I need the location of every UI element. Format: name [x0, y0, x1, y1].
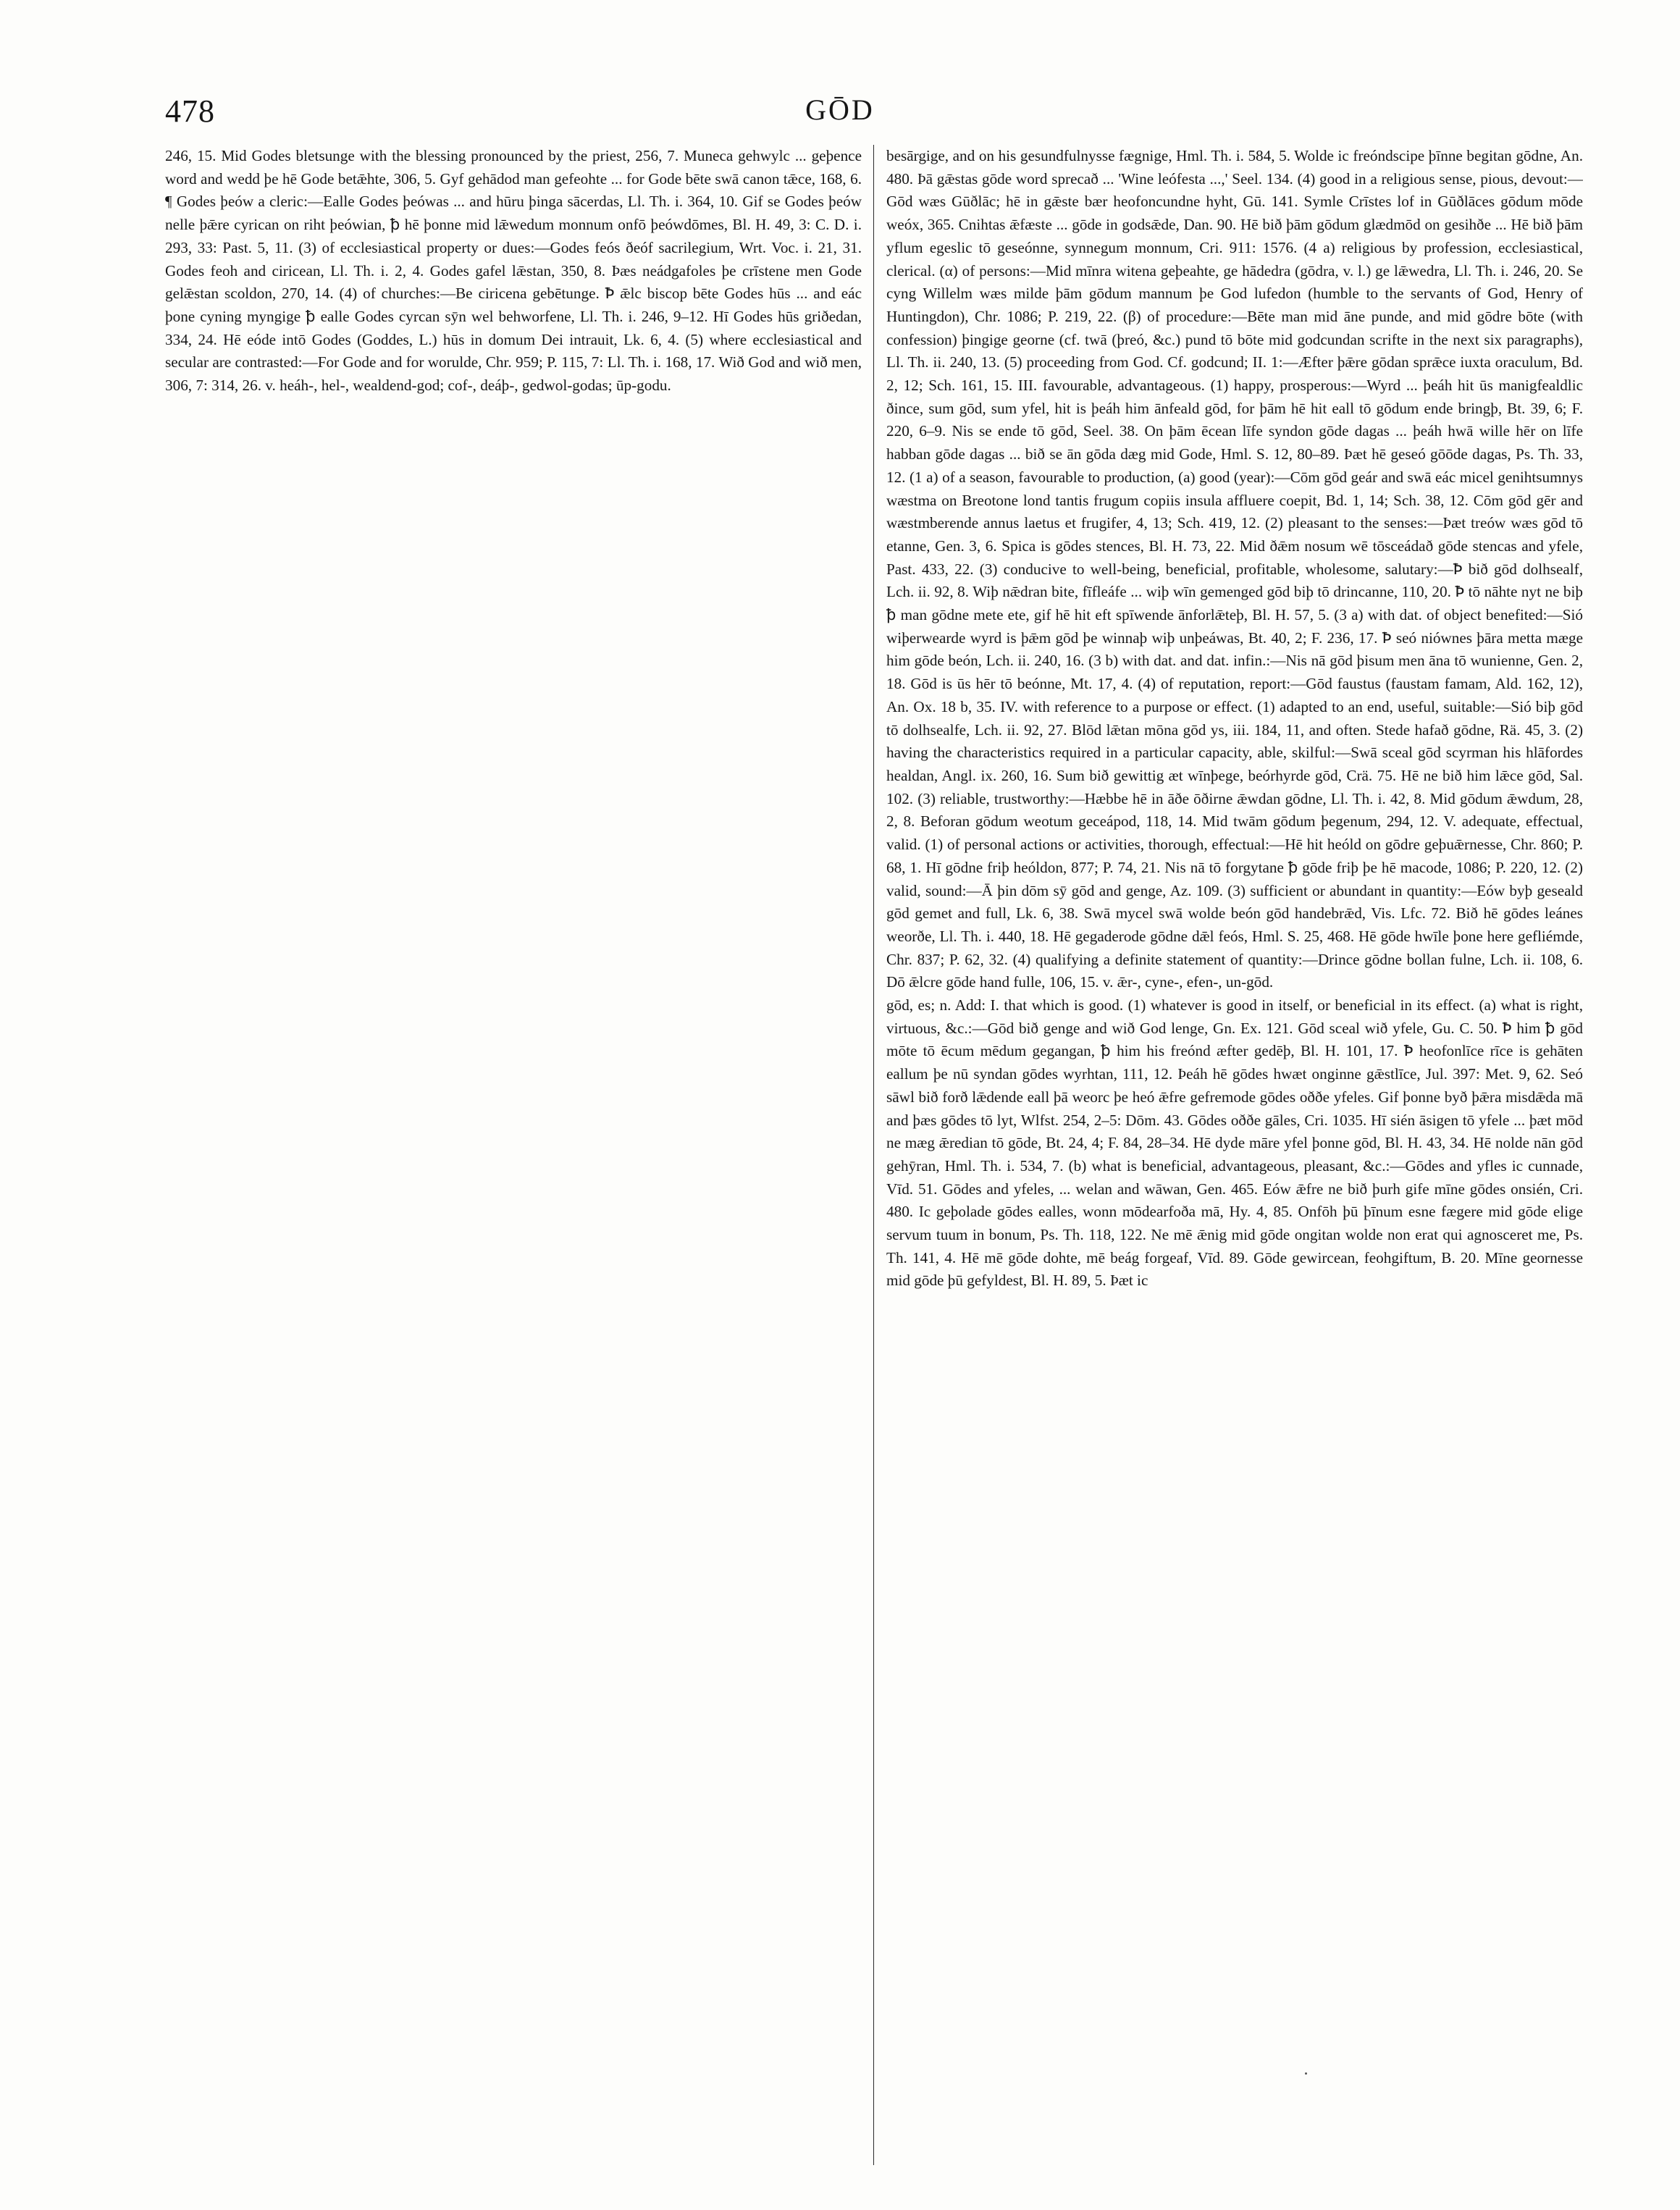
right-column-paragraph: besārgige, and on his gesundfulnysse fægnige, Hml. Th. i. 584, 5. Wolde ic freóndscipe þīnne begitan gōdne, An. 480. Þā gǣstas gōde word sprecað ... 'Wine leófesta ...,' Seel. 134. (4) good in a religious sense, pious, devout:—Gōd wæs Gūðlāc; hē in gǣste bær heofoncundne hyht, Gū. 141. Symle Crīstes lof in Gūðlāces gōdum mōde weóx, 365. Cnihtas ǣfæste ... gōde in godsǣde, Dan. 90. Hē bið þām gōdum glædmōd on gesihðe ... Hē bið þām yflum egeslic tō geseónne, synnegum monnum, Cri. 911: 1576. (4 a) religious by profession, ecclesiastical, clerical. (α) of persons:—Mid mīnra witena geþeahte, ge hādedra (gōdra, v. l.) ge lǣwedra, Ll. Th. i. 246, 20. Se cyng Willelm wæs milde þām gōdum mannum þe God lufedon (humble to the servants of God, Henry of Huntingdon), Chr. 1086; P. 219, 22. (β) of procedure:—Bēte man mid āne punde, and mid gōdre bōte (with confession) þingige georne (cf. twā (þreó, &c.) pund tō bōte mid godcundan scrifte in the next six paragraphs), Ll. Th. ii. 240, 13. (5) proceeding from God. Cf. godcund; II. 1:—Æfter þǣre gōdan sprǣce iuxta oraculum, Bd. 2, 12; Sch. 161, 15. III. favourable, advantageous. (1) happy, prosperous:—Wyrd ... þeáh hit ūs manigfealdlic ðince, sum gōd, sum yfel, hit is þeáh him ānfeald gōd, for þām hē hit eall tō gōdum ende bringþ, Bt. 39, 6; F. 220, 6–9. Nis se ende tō gōd, Seel. 38. On þām ēcean līfe syndon gōde dagas ... þeáh hwā wille hēr on līfe habban gōde dagas ... bið se ān gōda dæg mid Gode, Hml. S. 12, 80–89. Þæt hē geseó gōōde dagas, Ps. Th. 33, 12. (1 a) of a season, favourable to production, (a) good (year):—Cōm gōd geár and swā eác micel genihtsumnys wæstma on Breotone lond tantis frugum copiis insula affluere coepit, Bd. 1, 14; Sch. 38, 12. Cōm gōd gēr and wæstmberende annus laetus et frugifer, 4, 13; Sch. 419, 12. (2) pleasant to the senses:—Þæt treów wæs gōd tō etanne, Gen. 3, 6. Spica is gōdes stences, Bl. H. 73, 22. Mid ðǣm nosum wē tōsceádað gōde stencas and yfele, Past. 433, 22. (3) conducive to well-being, beneficial, profitable, wholesome, salutary:—Ꝥ bið gōd dolhsealf, Lch. ii. 92, 8. Wiþ nǣdran bite, fīfleáfe ... wiþ wīn gemenged gōd biþ tō drincanne, 110, 20. Ꝥ tō nāhte nyt ne biþ ꝥ man gōdne mete ete, gif hē hit eft spīwende ānforlǣteþ, Bl. H. 57, 5. (3 a) with dat. of object benefited:—Sió wiþerwearde wyrd is þǣm gōd þe winnaþ wiþ unþeáwas, Bt. 40, 2; F. 236, 17. Ꝥ seó niównes þāra metta mæge him gōde beón, Lch. ii. 240, 16. (3 b) with dat. and dat. infin.:—Nis nā gōd þisum men āna tō wunienne, Gen. 2, 18. Gōd is ūs hēr tō beónne, Mt. 17, 4. (4) of reputation, report:—Gōd faustus (faustam famam, Ald. 162, 12), An. Ox. 18 b, 35. IV. with reference to a purpose or effect. (1) adapted to an end, useful, suitable:—Sió biþ gōd tō dolhsealfe, Lch. ii. 92, 27. Blōd lǣtan mōna gōd ys, iii. 184, 11, and often. Stede hafað gōdne, Rä. 45, 3. (2) having the characteristics required in a particular capacity, able, skilful:—Swā sceal gōd scyrman his hlāfordes healdan, Angl. ix. 260, 16. Sum bið gewittig æt wīnþege, beórhyrde gōd, Crä. 75. Hē ne bið him lǣce gōd, Sal. 102. (3) reliable, trustworthy:—Hæbbe hē in āðe ōðirne ǣwdan gōdne, Ll. Th. i. 42, 8. Mid gōdum ǣwdum, 28, 2, 8. Beforan gōdum weotum geceápod, 118, 14. Mid twām gōdum þegenum, 294, 12. V. adequate, effectual, valid. (1) of personal actions or activities, thorough, effectual:—Hē hit heóld on gōdre geþuǣrnesse, Chr. 860; P. 68, 1. Hī gōdne friþ heóldon, 877; P. 74, 21. Nis nā tō forgytane ꝥ gōde friþ þe hē macode, 1086; P. 220, 12. (2) valid, sound:—Ā þin dōm sȳ gōd and genge, Az. 109. (3) sufficient or abundant in quantity:—Eów byþ geseald gōd gemet and full, Lk. 6, 38. Swā mycel swā wolde beón gōd handebrǣd, Vis. Lfc. 72. Bið hē gōdes leánes weorðe, Ll. Th. i. 440, 18. Hē gegaderode gōdne dǣl feós, Hml. S. 25, 468. Hē gōde hwīle þone here gefliémde, Chr. 837; P. 62, 32. (4) qualifying a definite statement of quantity:—Drince gōdne bollan fulne, Lch. ii. 108, 6. Dō ǣlcre gōde hand fulle, 106, 15. v. ǣr-, cyne-, efen-, un-gōd.: [886, 147, 1583, 991]
page-number: 478: [165, 93, 215, 129]
column-divider: [873, 145, 874, 2165]
left-column-paragraph: 246, 15. Mid Godes bletsunge with the blessing pronounced by the priest, 256, 7. Muneca gehwylc ... geþence word and wedd þe hē Gode betǣhte, 306, 5. Gyf gehādod man gefeohte ... for Gode bēte swā canon tǣce, 168, 6. ¶ Godes þeów a cleric:—Ealle Godes þeówas ... and hūru þinga sācerdas, Ll. Th. i. 364, 10. Gif se Godes þeów nelle þǣre cyrican on riht þeówian, ꝥ hē þonne mid lǣwedum monnum onfō þeówdōmes, Bl. H. 49, 3: C. D. i. 293, 33: Past. 5, 11. (3) of ecclesiastical property or dues:—Godes feós ðeóf sacrilegium, Wrt. Voc. i. 21, 31. Godes feoh and ciricean, Ll. Th. i. 2, 4. Godes gafel lǣstan, 350, 8. Þæs neádgafoles þe crīstene men Gode gelǣstan scoldon, 270, 14. (4) of churches:—Be ciricena gebētunge. Ꝥ ǣlc biscop bēte Godes hūs ... and eác þone cyning myngige ꝥ ealle Godes cyrcan sȳn wel behworfene, Ll. Th. i. 246, 9–12. Hī Godes hūs griðedan, 334, 24. Hē eóde intō Godes (Goddes, L.) hūs in domum Dei intrauit, Lk. 6, 4. (5) where ecclesiastical and secular are contrasted:—For Gode and for worulde, Chr. 959; P. 115, 7: Ll. Th. i. 168, 17. Wið God and wið men, 306, 7: 314, 26. v. heáh-, hel-, wealdend-god; cof-, deáþ-, gedwol-godas; ūp-godu.: [165, 147, 862, 395]
left-column: [165, 145, 862, 2172]
right-column: [886, 145, 1583, 2172]
page-speck: [1305, 2072, 1307, 2075]
right-column-paragraph: gōd, es; n. Add: I. that which is good. (1) whatever is good in itself, or beneficial in its effect. (a) what is right, virtuous, &c.:—Gōd bið genge and wið God lenge, Gn. Ex. 121. Gōd sceal wið yfele, Gu. C. 50. Ꝥ him ꝥ gōd mōte tō ēcum mēdum gegangan, ꝥ him his freónd æfter gedēþ, Bl. H. 101, 17. Ꝥ heofonlīce rīce is gehāten eallum þe nū syndan gōdes wyrhtan, 111, 12. Þeáh hē gōdes hwæt onginne gǣstlīce, Jul. 397: Met. 9, 62. Seó sāwl bið forð lǣdende eall þā weorc þe heó ǣfre gefremode gōdes oððe yfeles. Gif þonne byð þǣra misdǣda mā and þæs gōdes tō lyt, Wlfst. 254, 2–5: Dōm. 43. Gōdes oððe gāles, Cri. 1035. Hī sién āsigen tō yfele ... þæt mōd ne mæg ǣredian tō gōde, Bt. 24, 4; F. 84, 28–34. Hē dyde māre yfel þonne gōd, Bl. H. 43, 34. Hē nolde nān gōd gehȳran, Hml. Th. i. 534, 7. (b) what is beneficial, advantageous, pleasant, &c.:—Gōdes and yfles ic cunnade, Vīd. 51. Gōdes and yfeles, ... welan and wāwan, Gen. 465. Eów ǣfre ne bið þurh gife mīne gōdes onsién, Cri. 480. Ic geþolade gōdes ealles, wonn mōdearfoða mā, Hy. 4, 85. Onfōh þū þīnum esne fægere mid gōde elige servum tuum in bonum, Ps. Th. 118, 122. Ne mē ǣnig mid gōde ongitan wolde non erat qui agnosceret me, Ps. Th. 141, 4. Hē mē gōde dohte, mē beág forgeaf, Vīd. 89. Gōde gewircean, feohgiftum, B. 20. Mīne geornesse mid gōde þū gefyldest, Bl. H. 89, 5. Þæt ic: [886, 996, 1583, 1290]
running-head: GŌD: [805, 93, 875, 126]
